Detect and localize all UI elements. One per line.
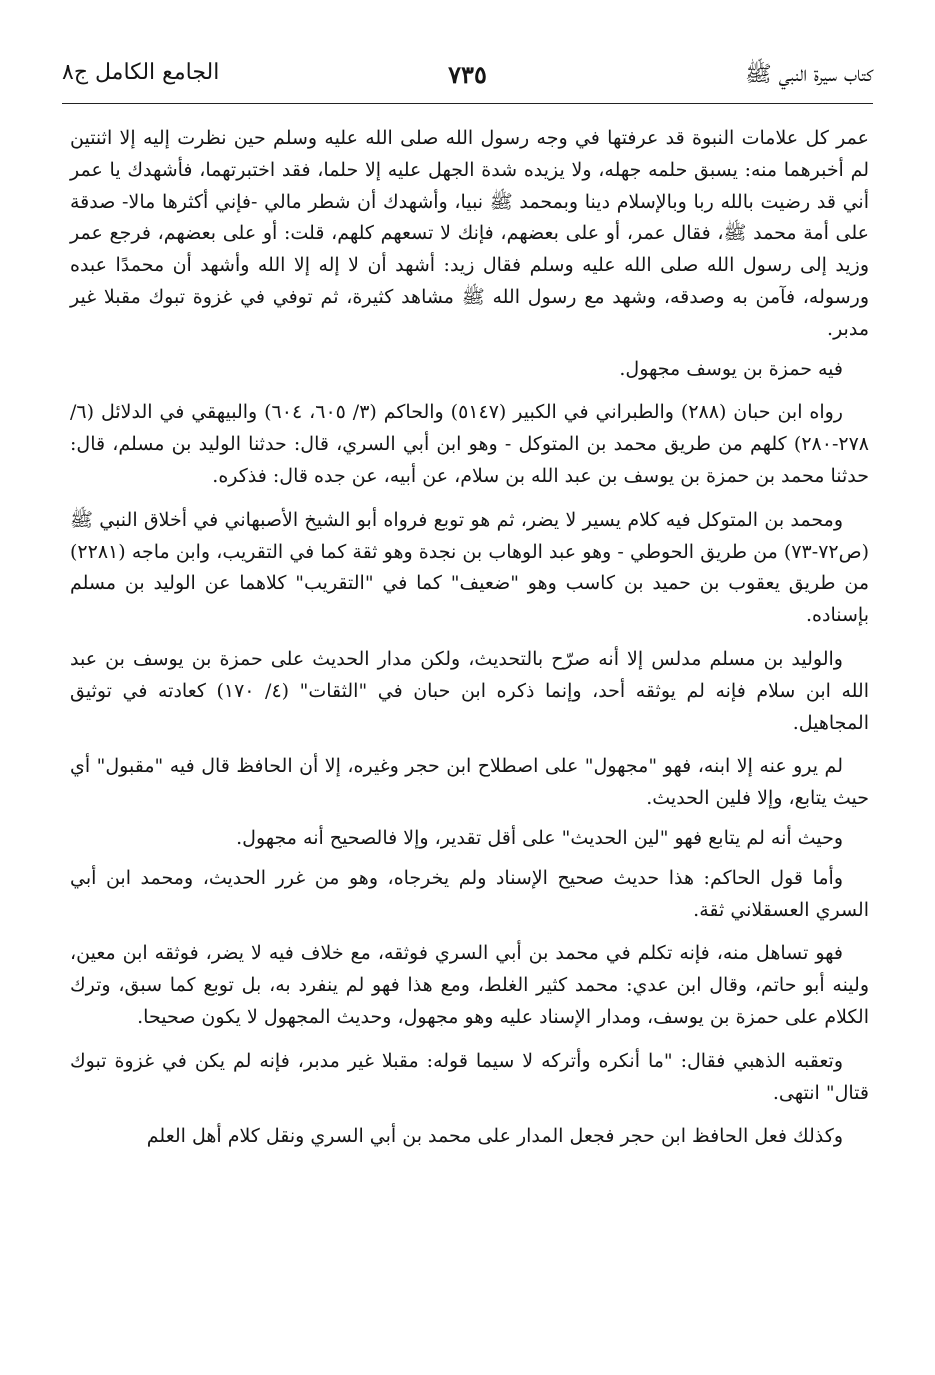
paragraph-narrator-note: فيه حمزة بن يوسف مجهول. — [619, 357, 843, 380]
paragraph-hakim: وأما قول الحاكم: هذا حديث صحيح الإسناد ولم يخرجاه، وهو من غرر الحديث، ومحمد ابن أبي السري العسقلاني ثقة. — [70, 866, 869, 921]
page-header — [62, 60, 873, 100]
header-rule — [62, 103, 873, 104]
paragraph-mutawakkil: ومحمد بن المتوكل فيه كلام يسير لا يضر، ثم هو توبع فرواه أبو الشيخ الأصبهاني في أخلاق النبي ﷺ (ص٧٢-٧٣) من طريق الحوطي - وهو عبد الوهاب بن نجدة وهو ثقة كما في التقريب، وابن ماجه (٢٢٨١) من طريق يعقوب بن حميد بن كاسب وهو "ضعيف" كما في "التقريب" كلاهما عن الوليد بن مسلم بإسناده. — [70, 508, 869, 627]
paragraph-dhahabi: وتعقبه الذهبي فقال: "ما أنكره وأتركه لا سيما قوله: مقبلا غير مدبر، فإنه لم يكن في غزوة تبوك قتال" انتهى. — [70, 1049, 869, 1104]
volume-title: الجامع الكامل ج٨ — [62, 60, 220, 85]
paragraph-tasahul: فهو تساهل منه، فإنه تكلم في محمد بن أبي السري فوثقه، مع خلاف فيه لا يضر، فوثقه ابن معين، ولينه أبو حاتم، وقال ابن عدي: محمد كثير الغلط، ومع هذا فهو لم ينفرد به، بل توبع كما سبق، وترك الكلام على حمزة بن يوسف، ومدار الإسناد عليه وهو مجهول، وحديث المجهول لا يكون صحيحا. — [70, 942, 869, 1028]
paragraph-ibn-hajar: وكذلك فعل الحافظ ابن حجر فجعل المدار على محمد بن أبي السري ونقل كلام أهل العلم — [146, 1125, 843, 1148]
paragraph-layyin: وحيث أنه لم يتابع فهو "لين الحديث" على أقل تقدير، وإلا فالصحيح أنه مجهول. — [236, 826, 843, 849]
paragraph-majhul: لم يرو عنه إلا ابنه، فهو "مجهول" على اصطلاح ابن حجر وغيره، إلا أن الحافظ قال فيه "مقبول" أي حيث يتابع، وإلا فلين الحديث. — [70, 755, 869, 810]
paragraph-walid: والوليد بن مسلم مدلس إلا أنه صرّح بالتحديث، ولكن مدار الحديث على حمزة بن يوسف بن عبد الله ابن سلام فإنه لم يوثقه أحد، وإنما ذكره ابن حبان في "الثقات" (٤/ ١٧٠) كعادته في توثيق المجاهيل. — [70, 647, 870, 734]
book-title: كتاب سيرة النبي ﷺ — [745, 62, 873, 87]
page-number: ٧٣٥ — [448, 60, 487, 89]
page-body — [70, 123, 869, 1153]
paragraph-takhrij: رواه ابن حبان (٢٨٨) والطبراني في الكبير (٥١٤٧) والحاكم (٣/ ٦٠٥، ٦٠٤) والبيهقي في الدلائل (٦/ ٢٧٨-٢٨٠) كلهم من طريق محمد بن المتوكل - وهو ابن أبي السري، قال: حدثنا الوليد بن مسلم، قال: حدثنا محمد بن حمزة بن يوسف بن عبد الله بن سلام، عن أبيه، عن جده قال: فذكره. — [70, 401, 869, 487]
paragraph-hadith-text: عمر كل علامات النبوة قد عرفتها في وجه رسول الله صلى الله عليه وسلم حين نظرت إليه إلا اثنتين لم أخبرهما منه: يسبق حلمه جهله، ولا يزيده شدة الجهل عليه إلا حلما، فقد اختبرتهما، فأشهدك يا عمر أني قد رضيت بالله ربا وبالإسلام دينا وبمحمد ﷺ نبيا، وأشهدك أن شطر مالي -فإني أكثرها مالا- صدقة على أمة محمد ﷺ، فقال عمر، أو على بعضهم، فإنك لا تسعهم كلهم، قلت: أو على بعضهم، فرجع عمر وزيد إلى رسول الله صلى الله عليه وسلم فقال زيد: أشهد أن لا إله إلا الله وأشهد أن محمدًا عبده ورسوله، فآمن به وصدقه، وشهد مع رسول الله ﷺ مشاهد كثيرة، ثم توفي في غزوة تبوك مقبلا غير مدبر. — [70, 127, 869, 340]
